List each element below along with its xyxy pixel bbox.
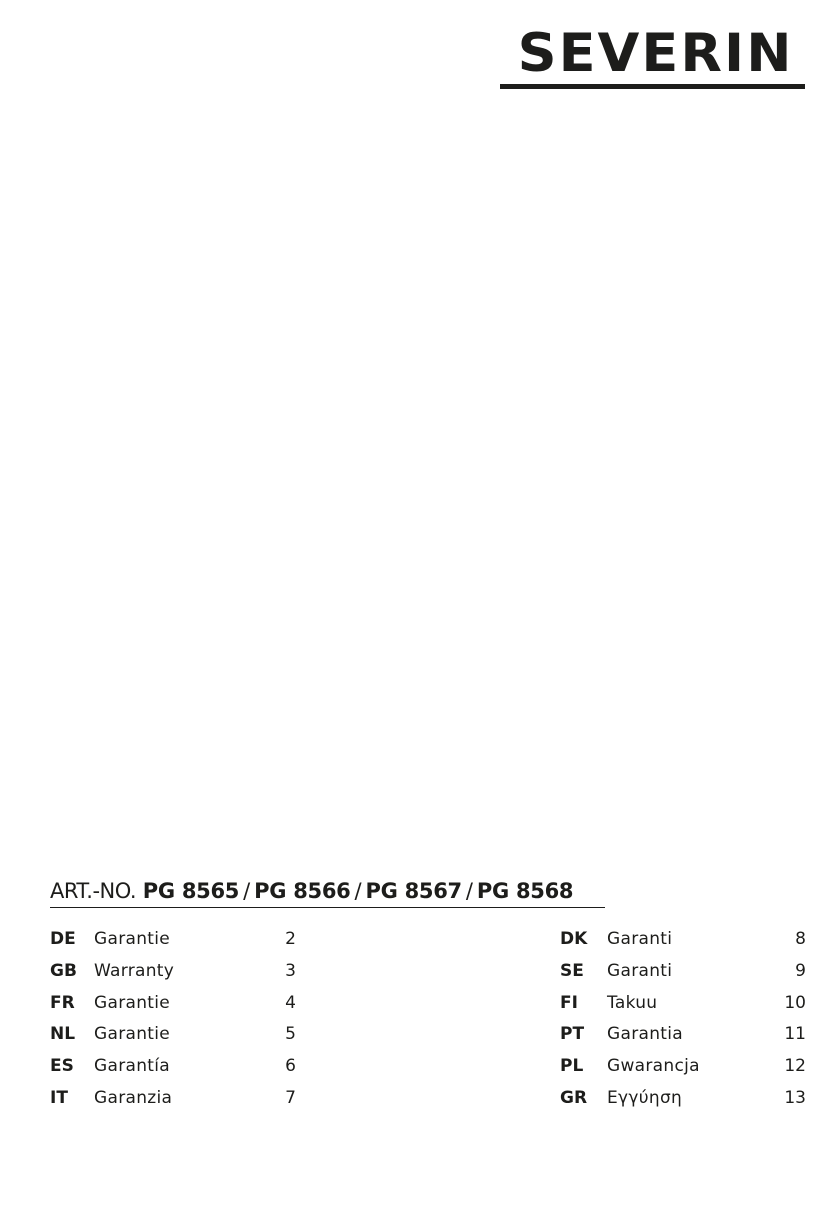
model-number: PG 8565 (142, 879, 240, 903)
model-separator: / (354, 879, 362, 903)
article-number-heading (50, 876, 573, 906)
contents-entry-gr[interactable] (560, 1083, 806, 1115)
article-number-prefix: ART.-NO. (50, 879, 137, 903)
contents-entry-fi[interactable] (560, 988, 806, 1020)
language-code: DE (50, 929, 76, 949)
heading-divider (50, 907, 605, 908)
language-code: SE (560, 960, 584, 981)
section-label: Takuu (607, 992, 658, 1013)
contents-entry-fr[interactable] (50, 988, 296, 1020)
contents-column-right (560, 924, 806, 1115)
contents-entry-it[interactable] (50, 1083, 296, 1115)
model-separator: / (243, 879, 251, 903)
contents-entry-es[interactable] (50, 1051, 296, 1083)
section-label: Gwarancja (607, 1056, 700, 1077)
section-label: Warranty (94, 960, 175, 981)
language-code: GB (50, 960, 77, 981)
section-label: Garanti (607, 929, 673, 949)
section-label: Εγγύηση (607, 1087, 683, 1108)
language-code: IT (50, 1087, 68, 1108)
page-number: 6 (285, 1056, 296, 1077)
contents-entry-dk[interactable] (560, 924, 806, 956)
language-code: PT (560, 1024, 585, 1045)
contents-entry-se[interactable] (560, 956, 806, 988)
page-number: 9 (795, 960, 806, 981)
page-number: 10 (784, 992, 806, 1013)
model-number: PG 8567 (365, 879, 462, 903)
language-code: DK (560, 929, 588, 949)
contents-entry-pt[interactable] (560, 1019, 806, 1051)
page-number: 3 (285, 960, 296, 981)
language-code: FR (50, 992, 75, 1013)
section-label: Garanzia (94, 1087, 173, 1108)
model-separator: / (465, 879, 473, 903)
model-number: PG 8566 (254, 879, 351, 903)
section-label: Garantie (94, 929, 171, 949)
language-code: GR (560, 1087, 588, 1108)
section-label: Garantía (94, 1056, 170, 1077)
section-label: Garanti (607, 960, 673, 981)
language-code: FI (560, 992, 578, 1013)
language-code: NL (50, 1024, 76, 1045)
page-number: 7 (285, 1087, 296, 1108)
contents-entry-pl[interactable] (560, 1051, 806, 1083)
language-code: ES (50, 1056, 74, 1077)
contents-entry-gb[interactable] (50, 956, 296, 988)
language-code: PL (560, 1056, 584, 1077)
page-number: 12 (784, 1056, 806, 1077)
page-number: 5 (285, 1024, 296, 1045)
page-number: 4 (285, 992, 296, 1013)
section-label: Garantie (94, 1024, 171, 1045)
page-number: 11 (784, 1024, 806, 1045)
logo-wordmark: SEVERIN (517, 23, 794, 84)
contents-column-left (50, 924, 296, 1115)
model-number: PG 8568 (476, 879, 574, 903)
page-number: 2 (285, 929, 296, 949)
page-number: 8 (795, 929, 806, 949)
page-number: 13 (784, 1087, 806, 1108)
section-label: Garantie (94, 992, 171, 1013)
contents-entry-nl[interactable] (50, 1019, 296, 1051)
logo-underline (500, 84, 805, 89)
contents-entry-de[interactable] (50, 924, 296, 956)
section-label: Garantia (607, 1024, 683, 1045)
severin-logo (500, 23, 805, 90)
